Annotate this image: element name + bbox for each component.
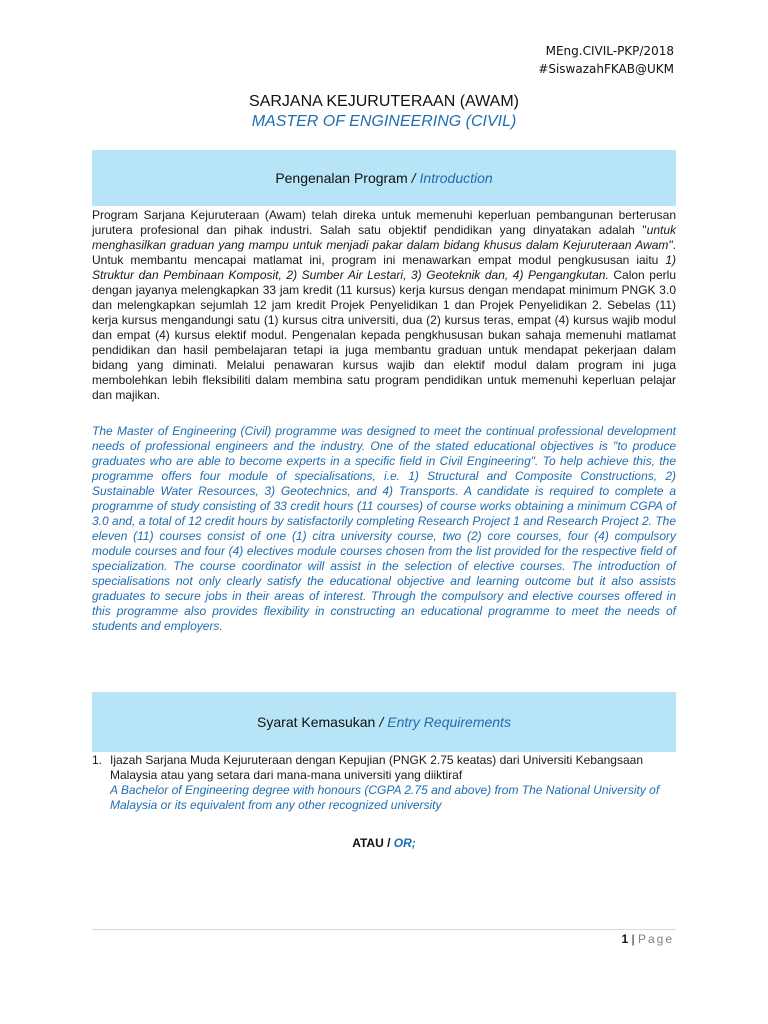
heading-separator: / [379,714,384,730]
list-item [92,753,676,813]
page-number-separator: | [631,932,635,946]
intro-malay-modules: 1) Struktur dan Pembinaan Komposit, 2) Sumber Air Lestari, 3) Geoteknik dan, 4) Pengangkutan. [92,253,676,282]
page-title [92,92,676,132]
requirement-malay: Ijazah Sarjana Muda Kejuruteraan dengan Kepujian (PNGK 2.75 keatas) dari Universiti Kebangsaan Malaysia atau yang setara dari mana-mana universiti yang diiktiraf [110,753,643,782]
introduction-paragraph-malay [92,208,676,403]
faculty-hashtag: #SiswazahFKAB@UKM [538,62,674,76]
intro-malay-part-2: . Untuk membantu mencapai matlamat ini, program ini menawarkan empat modul pengkususan iaitu [92,238,676,267]
introduction-heading [92,150,676,206]
or-malay: ATAU / [352,836,391,850]
footer-divider [92,929,676,930]
title-malay: SARJANA KEJURUTERAAN (AWAM) [249,93,519,110]
entry-heading-english: Entry Requirements [387,714,511,730]
page-label: Page [637,932,674,946]
introduction-heading-english: Introduction [419,170,493,186]
page-number-footer [621,932,674,946]
entry-requirements-heading [92,692,676,752]
introduction-heading-malay: Pengenalan Program [275,170,408,186]
entry-heading-malay: Syarat Kemasukan [257,714,376,730]
list-item-number: 1. [92,753,103,767]
document-reference [538,42,674,78]
introduction-paragraph-english: The Master of Engineering (Civil) programme was designed to meet the continual professional development needs of professional engineers and the industry. One of the stated educational objectives is "to produce graduates who are able to become experts in a specific field in Civil Engineering". To help achieve this, the programme offers four module of specialisations, i.e. 1) Structural and Composite Constructions, 2) Sustainable Water Resources, 3) Geotechnics, and 4) Transports. A candidate is required to complete a programme of study consisting of 33 credit hours (11 courses) of course works obtaining a minimum CGPA of 3.0 and, a total of 12 credit hours by satisfactorily completing Research Project 1 and Research Project 2. The eleven (11) courses consist of one (1) citra university course, two (2) core courses, four (4) compulsory module courses and four (4) electives module courses chosen from the list provided for the respective field of specialization. The course coordinator will assist in the selection of elective courses. The introduction of specialisations not only clearly satisfy the educational objective and learning outcome but it also assists graduates to secure jobs in their areas of interest. Through the compulsory and elective courses offered in this programme also provides flexibility in constructing an educational programme to meet the needs of students and employers. [92,424,676,633]
title-english: MASTER OF ENGINEERING (CIVIL) [251,113,517,130]
intro-malay-objective-quote: untuk menghasilkan graduan yang mampu untuk menjadi pakar dalam bidang khusus dalam Kejuruteraan Awam" [92,223,676,252]
intro-malay-part-1: Program Sarjana Kejuruteraan (Awam) telah direka untuk memenuhi keperluan pembangunan berterusan jurutera profesional dan pihak industri. Salah satu objektif pendidikan yang dinyatakan adalah " [92,208,676,237]
or-english: OR; [393,836,416,850]
reference-code: MEng.CIVIL-PKP/2018 [545,44,674,58]
entry-requirements-list [92,753,676,813]
heading-separator: / [411,170,416,186]
requirement-english: A Bachelor of Engineering degree with honours (CGPA 2.75 and above) from The National University of Malaysia or its equivalent from any other recognized university [110,783,660,812]
intro-malay-part-3: Calon perlu dengan jayanya melengkapkan 33 jam kredit (11 kursus) kerja kursus dengan mendapat minimum PNGK 3.0 dan melengkapkan sejumlah 12 jam kredit Projek Penyelidikan 1 dan Projek Penyelidikan 2. Sebelas (11) kerja kursus mengandungi satu (1) kursus citra universiti, dua (2) kursus teras, empat (4) kursus wajib modul dan empat (4) kursus elektif modul. Pengenalan kepada pengkhususan bukan sahaja memenuhi matlamat pendidikan dan hasil pembelajaran tetapi ia juga membantu graduan untuk mendapat pekerjaan dalam bidang yang diminati. Melalui penawaran kursus wajib dan elektif modul dalam program ini juga membolehkan lebih fleksibiliti dalam membina satu program pendidikan untuk memenuhi keperluan pelajar dan majikan. [92,268,676,402]
or-separator [92,836,676,850]
page-number: 1 [621,932,629,946]
